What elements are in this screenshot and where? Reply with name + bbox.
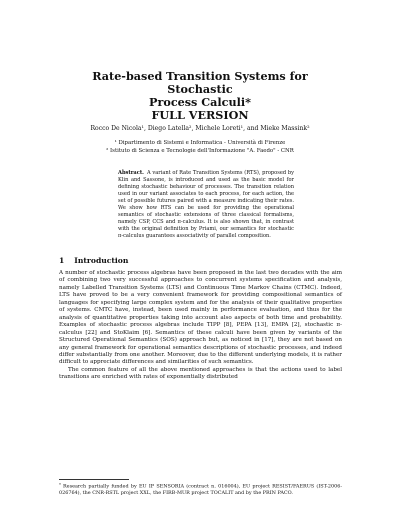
paper-title <box>60 70 340 122</box>
title-line-3: FULL VERSION <box>151 108 249 122</box>
title-line-1: Rate-based Transition Systems for Stochastic <box>92 69 308 96</box>
abstract-text: A variant of Rate Transition Systems (RTS), proposed by Klin and Sassone, is introduced and used as the basic model for defining stochastic behaviour of processes. The transition relation used in our variant associates to each process, for each action, the set of possible futures paired with a measure indicating their rates. We show how RTS can be used for providing the operational semantics of stochastic extensions of three classical formalisms, namely CSP, CCS and π-calculus. It is also shown that, in contrast with the original definition by Priami, our semantics for stochastic π-calculus guarantees associativity of parallel composition. <box>118 170 294 240</box>
section-number: 1 <box>59 256 65 265</box>
section-title: Introduction <box>74 256 129 265</box>
footnote-text: Research partially funded by EU IP SENSORIA (contract n. 016004), EU project RESIST/FAERUS (IST-2006-026764), the CNR-RSTL project XXL, the FIRB-MUR project TOCALIT and by the PRIN PACO. <box>59 483 342 497</box>
footnote-rule <box>59 479 129 480</box>
paragraph-2: The common feature of all the above mentioned approaches is that the actions used to label transitions are enriched with rates of exponentially distributed <box>59 366 342 381</box>
abstract <box>118 170 294 240</box>
footnote-mark: * <box>59 482 61 487</box>
title-line-2: Process Calculi* <box>149 95 251 109</box>
author-list: Rocco De Nicola¹, Diego Latella², Michele Loreti¹, and Mieke Massink² <box>90 125 310 132</box>
section-heading <box>59 256 128 265</box>
abstract-label: Abstract. <box>118 170 144 176</box>
body-text <box>59 270 342 382</box>
paragraph-1: A number of stochastic process algebras have been proposed in the last two decades with the aim of combining two very successful approaches to concurrent systems specification and analysis, namely Labelled Transition Systems (LTS) and Continuous Time Markov Chains (CTMC). Indeed, LTS have proved to be a very convenient framework for providing compositional semantics of languages for specifying large complex system and for the analysis of their qualitative properties of systems. CMTC have, instead, been used mainly in performance evaluation, and thus for the analysis of quantitative properties taking into account also aspects of both time and probability. Examples of stochastic process algebras include TIPP [8], PEPA [13], EMPA [2], stochastic π-calculus [22] and StoKlaim [6]. Semantics of these calculi have been given by variants of the Structured Operational Semantics (SOS) approach but, as noticed in [17], they are not based on any general framework for operational semantics descriptions of stochastic processes, and indeed differ substantially from one another. Moreover, due to the different underlying models, it is rather difficult to appreciate differences and similarities of such semantics. <box>59 270 342 366</box>
affiliation-2: ² Istituto di Scienza e Tecnologie dell'Informazione "A. Faedo" - CNR <box>106 147 294 154</box>
affiliations <box>40 140 360 155</box>
footnote <box>59 482 342 497</box>
affiliation-1: ¹ Dipartimento di Sistemi e Informatica - Università di Firenze <box>114 140 286 146</box>
